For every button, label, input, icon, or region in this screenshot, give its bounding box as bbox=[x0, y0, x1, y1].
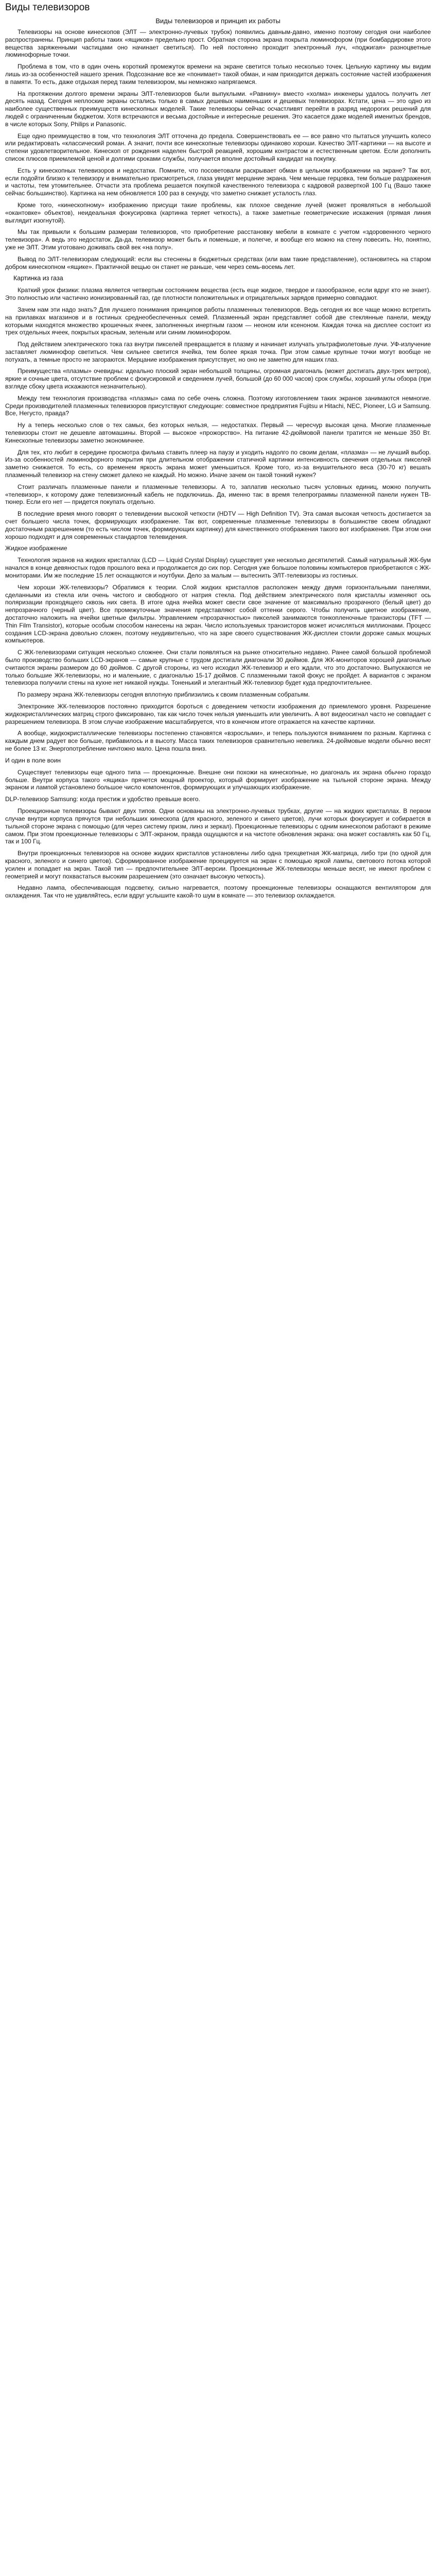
article-paragraph: Проекционные телевизоры бывают двух типов. Одни основаны на электронно-лучевых трубках, другие — на жидких кристаллах. В первом случае внутри корпуса прячутся три небольших кинескопа (для красного, зеленого и синего цветов), лучи которых фокусирует и собирается в тыльной стороне экрана с помощью (для через систему призм, линз и зеркал). Проекционные телевизоры с одним кинескопом работают в режиме самом. При этом проекционные телевизоры с ЭЛТ-экраном, правда ощущаются и на чистоте обновления экрана: она может составлять как 50 Гц, так и 100 Гц. bbox=[5, 807, 431, 845]
article-paragraph: Еще одно преимущество в том, что технология ЭЛТ отточена до предела. Совершенствовать ее — все равно что пытаться улучшить колесо или редактировать «классический роман. А значит, почти все кинескопные телевизоры одинаково хороши. Качество ЭЛТ-картинки — на высоте и степени удовлетворительное. Кинескоп от рождения наделен быстрой реакцией, хорошим контрастом и естественным цветом. Если дополнить список плюсов приемлемой ценой и долгими сроками службы, получается вполне достойный кандидат на покупку. bbox=[5, 132, 431, 162]
article-paragraph: По размеру экрана ЖК-телевизоры сегодня вплотную приблизились к своим плазменным собратьям. bbox=[18, 691, 310, 699]
article-paragraph: Для тех, кто любит в середине просмотра фильма ставить плеер на паузу и уходить надолго по своим делам, «плазма» — не лучший выбор. Из-за особенностей люминофорного покрытия при длительном отображении статичной картинки интенсивность свечения отдельных пикселей заметно снижается. То есть, со временем яркость экрана может уменьшиться. Кроме того, из-за внушительного веса (30-70 кг) вешать плазменный телевизор на стену сможет далеко не каждый. Но можно. Иначе зачем он такой тонкий нужен? bbox=[5, 448, 431, 479]
article-paragraph: Телевизоры на основе кинескопов (ЭЛТ — электронно-лучевых трубок) появились давным-давно, именно поэтому сегодня они наиболее распространены. Принцип работы таких «ящиков» предельно прост. Обратная сторона экрана покрыта люминофором (при бомбардировке этого вещества заряженными частицами оно начинает светиться). По ней постоянно проходит электронный луч, «поджигая» разноцветные люминофорные точки. bbox=[5, 28, 431, 59]
section-note: Жидкое изображение bbox=[5, 545, 67, 552]
section-heading: Картинка из газа bbox=[13, 275, 63, 282]
article-paragraph: Преимущества «плазмы» очевидны: идеально плоский экран небольшой толщины, огромная диагональ (может достигать двух-трех метров), яркие и сочные цвета, отсутствие проблем с фокусировкой и сведением лучей, большой (до 60 000 часов) срок службы, хороший углы обзора (при взгляде сбоку цвета искажаются незначительно). bbox=[5, 367, 431, 391]
article-paragraph: Внутри проекционных телевизоров на основе жидких кристаллов установлены либо одна трехцветная ЖК-матрица, либо три (по одной для красного, зеленого и синего цветов). Сформированное изображение проецируется на экран с помощью яркой лампы, светового потока которой усилен и попадает на экран. Такой тип — предпочтительнее ЭЛТ-версии. Проекционные ЖК-телевизоры меньше весят, не имеют проблем с геометрией и могут похвастаться высоким разрешением (это означает высокую четкость). bbox=[5, 850, 431, 880]
section-note: И один в поле воин bbox=[5, 756, 61, 764]
article-paragraph: Электронике ЖК-телевизоров постоянно приходится бороться с доведением четкости изображения до приемлемого уровня. Разрешение жидкокристаллических матриц строго фиксировано, так как число точек нельзя уменьшить или увеличить. А вот видеосигнал часто не совпадает с разрешением телевизора. В этом случае изображение масштабируется, что в конечном итоге отражается на качестве картинки. bbox=[5, 702, 431, 725]
article-body bbox=[5, 28, 431, 900]
article-paragraph: Проблема в том, что в один очень короткий промежуток времени на экране светится только несколько точек. Цельную картинку мы видим лишь из-за особенностей нашего зрения. Подсознание все же «понимает» такой обман, и нам приходится держать состояние частей изображения в памяти. То есть, даже отдыхая перед таким телевизором, мы немножко напрягаемся. bbox=[5, 63, 431, 86]
article-paragraph: Стоит различать плазменные панели и плазменные телевизоры. А то, заплатив несколько тысяч условных единиц, можно получить «телевизор», к которому даже телевизионный кабель не подключишь. Да, именно так: в время телепрограммы плазменной панели нужен ТВ-тюнер. Если его нет — придется покупать отдельно. bbox=[5, 483, 431, 506]
page-title: Виды телевизоров bbox=[5, 2, 90, 13]
article-paragraph: Недавно лампа, обеспечивающая подсветку, сильно нагревается, поэтому проекционные телевизоры оснащаются вентилятором для охлаждения. Так что не удивляйтесь, если вдруг услышите какой-то шум в комнате — это телевизор охлаждается. bbox=[5, 884, 431, 900]
article-page bbox=[0, 2, 436, 924]
article-paragraph: С ЖК-телевизорами ситуация несколько сложнее. Они стали появляться на рынке относительно недавно. Ранее самой большой проблемой было производство больших LCD-экранов — самые крупные с трудом достигали диагонали 30 дюймов. Для ЖК-мониторов хорошей диагональю считаются экраны размером до 60 дюймов. С другой стороны, из чего исходил ЖК-телевизор и его ждали, что это достаточно. Выпускаются не только большие ЖК-телевизоры, но и маленькие, с диагональю 15-17 дюймов. С плазменными такой фокус не пройдет. А вариантов с экраном телевизора получили стены на кухне нет никакой нужды. Тоненький и элегантный ЖК-телевизор будет куда предпочтительнее. bbox=[5, 649, 431, 687]
article-paragraph: А вообще, жидкокристаллические телевизоры постепенно становятся «взрослыми», и теперь пользуются вниманием по разным. Картинка с каждым днем радует все больше, прибавилось и в высоту. Масса таких телевизоров сравнительно невелика. 24-дюймовые модели обычно весят не более 13 кг. Энергопотребление ничтожно мало. Цена пошла вниз. bbox=[5, 730, 431, 752]
article-paragraph: Краткий урок физики: плазма является четвертым состоянием вещества (есть еще жидкое, твердое и газообразное, если вдруг кто не знает). Это полностью или частично ионизированный газ, где плотности положительных и отрицательных зарядов примерно совпадают. bbox=[5, 286, 431, 302]
section-note: DLP-телевизор Samsung: когда престиж и удобство превыше всего. bbox=[5, 795, 200, 803]
article-paragraph: В последние время много говорят о телевидении высокой четкости (HDTV — High Definition TV). Эта самая высокая четкость достигается за счет большего числа точек, формирующих изображение. Так вот, современные плазменные телевизоры в большинстве своем обладают достаточным разрешением (то есть числом точек, формирующих картинку) для качественного отображения такого вот изображения. При этом они хорошо подходят и для современных стандартов телевидения. bbox=[5, 510, 431, 540]
article-paragraph: Существует телевизоры еще одного типа — проекционные. Внешне они похожи на кинескопные, но диагональ их экрана обычно гораздо больше. Внутри корпуса такого «ящика» прячется мощный проектор, который формирует изображение на тыльной стороне экрана. Между экраном и лампой установлено большое число компонентов, формирующих и улучшающих изображение. bbox=[5, 768, 431, 791]
article-paragraph: Между тем технология производства «плазмы» сама по себе очень сложна. Поэтому изготовлением таких экранов занимаются немногие. Среди производителей плазменных телевизоров присутствуют следующие: совместное предприятия Fujitsu и Hitachi, NEC, Pioneer, LG и Samsung. Все, Негусто, правда? bbox=[5, 394, 431, 417]
article-paragraph: Вывод по ЭЛТ-телевизорам следующий: если вы стеснены в бюджетных средствах (или вам такие представление), остановитесь на старом добром кинескопном «ящике». Практичной вещью он станет не раньше, чем через семь-восемь лет. bbox=[5, 255, 431, 270]
article-paragraph: Под действием электрического тока газ внутри пикселей превращается в плазму и начинает излучать ультрафиолетовые лучи. УФ-излучение заставляет люминофор светиться. Чем сильнее светится ячейка, тем более яркая точка. При этом самые крупные точки могут вообще не потухать, а темные просто не загораются. Мерцание изображения присутствует, но оно не заметно для наших глаз. bbox=[5, 341, 431, 363]
article-paragraph: Есть у кинескопных телевизоров и недостатки. Помните, что посоветовали раскрывает обман в цельном изображении на экране? Так вот, если подойти близко к телевизору и внимательно присмотреться, глаза увидят мерцание экрана. Чем меньше герцовка, тем больше раздражения и частоты, тем утомительнее. Отчасти эта проблема решается покупкой качественного телевизора с кадровой разверткой 100 Гц (Вашо также сейчас большинство). Картинка на нем обновляется 100 раз в секунду, что заметно снижает усталость глаз. bbox=[5, 166, 431, 197]
article-paragraph: Технология экранов на жидких кристаллах (LCD — Liquid Crystal Display) существует уже несколько десятилетий. Самый натуральный ЖК-бум начался в конце девяностых годов прошлого века и продолжается до сих пор. Сегодня уже большое половины компьютеров приобретаются с ЖК-мониторами. Им же последние 15 лет оснащаются и ноутбуки. Дело за малым — вытеснить ЭЛТ-телевизоры из гостиных. bbox=[5, 556, 431, 580]
article-paragraph: Зачем нам эти надо знать? Для лучшего понимания принципов работы плазменных телевизоров. Ведь сегодня их все чаще можно встретить на прилавках магазинов и в гостиных среднеобеспеченных семей. Плазменный экран представляет собой две стеклянные панели, между которыми находятся множество крошечных ячеек, заполненных инертным газом — неоном или ксеноном. Каждая точка на дисплее состоит из трех отдельных ячеек, покрытых красным, зеленым или синим люминофором. bbox=[5, 306, 431, 336]
article-paragraph: На протяжении долгого времени экраны ЭЛТ-телевизоров были выпуклыми. «Равнину» вместо «холма» инженеры удалось получить лет десять назад. Сегодня неплоские экраны остались только в самых дешевых наименьших и дешевых телевизорах. Кстати, цена — это одно из наиболее существенных преимуществ кинескопных моделей. Такие телевизоры сейчас осчастливят перейти в разряд недорогих решений для людей с ограниченным бюджетом. Хотя встречаются и весьма достойные и интересные решения. Это касается даже моделей именитых брендов, в числе которых Sony, Philips и Panasonic. bbox=[5, 90, 431, 128]
article-paragraph: Ну а теперь несколько слов о тех самых, без которых нельзя, — недостатках. Первый — чересчур высокая цена. Многие плазменные телевизоры стоит не дешевле автомашины. Второй — высокое «прожорство». На питание 42-дюймовой панели тратится не меньше 350 Вт. Кинескопные телевизоры заметно экономичнее. bbox=[5, 421, 431, 444]
article-paragraph: Мы так привыкли к большим размерам телевизоров, что приобретение расстановку мебели в комнате с учетом «здоровенного черного телевизора». А ведь это недостаток. Да-да, телевизор может быть и поменьше, и полегче, и вообще его можно на стену повесить. Но, понятно, уже не ЭЛТ. Этим уготовано доживать свой век «на полу». bbox=[5, 228, 431, 251]
article-paragraph: Чем хороши ЖК-телевизоры? Обратимся к теории. Слой жидких кристаллов расположен между двумя горизонтальными панелями, сделанными из стекла или очень чистого и свободного от натрия стекла. Под действием электрического поля кристаллы изменяют ось поляризации проходящего сквозь них света. В итоге одна ячейка может свести свое значение от максимально прозрачного (белый цвет) до непрозрачного (черный цвет). Все промежуточные значения представляют собой оттенки серого. Чтобы получить цветное изображение, достаточно наложить на ячейки цветные фильтры. Управлением «прозрачностью» пикселей занимаются тонкопленочные транзисторы (TFT — Thin Film Transistor), которые особым способом нанесены на экран. Число используемых транзисторов может исчисляться миллионами. Процесс создания LCD-экрана довольно сложен, поэтому неудивительно, что на заре своего существования ЖК-дисплеи стоили дороже самых мощных компьютеров. bbox=[5, 583, 431, 645]
article-subtitle: Виды телевизоров и принцип их работы bbox=[155, 17, 281, 25]
article-paragraph: Кроме того, «кинескопному» изображению присущи такие проблемы, как плохое сведение лучей (может проявляться в небольшой «окантовке» объектов), неидеальная фокусировка (картинка теряет четкость), а также заметные геометрические искажения (прямая линия выглядит изогнутой). bbox=[5, 201, 431, 224]
